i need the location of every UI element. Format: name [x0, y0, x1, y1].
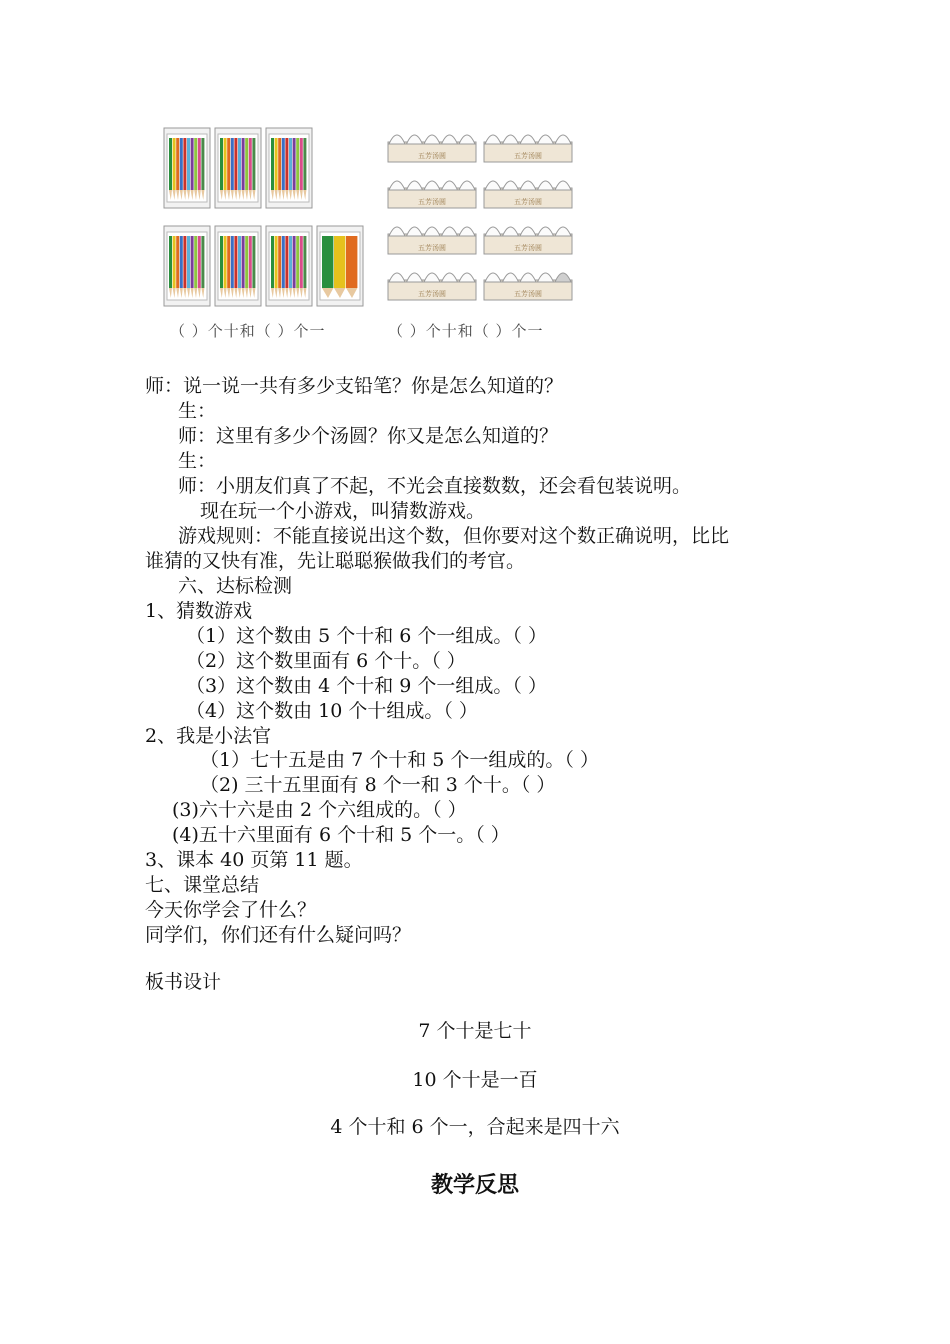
pencil-boxes-illustration: [160, 124, 370, 310]
svg-text:五芳汤圆: 五芳汤圆: [514, 290, 542, 298]
exercise-3: 3、课本 40 页第 11 题。: [145, 849, 363, 871]
exercise-2-item-3: (3)六十六是由 2 个六组成的。（ ）: [172, 799, 467, 821]
pencil-box: [164, 226, 210, 306]
svg-text:五芳汤圆: 五芳汤圆: [514, 152, 542, 160]
summary-question-2: 同学们，你们还有什么疑问吗？: [145, 924, 412, 946]
svg-text:五芳汤圆: 五芳汤圆: [514, 198, 542, 206]
pencil-box: [317, 226, 363, 306]
board-line-3: 4 个十和 6 个一，合起来是四十六: [330, 1116, 620, 1138]
board-line-2: 10 个十是一百: [412, 1069, 538, 1091]
summary-question-1: 今天你学会了什么？: [145, 899, 317, 921]
teacher-question-tangyuan: 师：这里有多少个汤圆？你又是怎么知道的？: [178, 425, 559, 447]
pencil-box: [215, 128, 261, 208]
svg-text:五芳汤圆: 五芳汤圆: [418, 244, 446, 252]
tangyuan-box: [484, 135, 572, 162]
exercise-2-heading: 2、我是小法官: [145, 725, 272, 747]
game-intro: 现在玩一个小游戏，叫猜数游戏。: [200, 500, 486, 522]
exercise-2-item-1: （1）七十五是由 7 个十和 5 个一组成的。（ ）: [200, 749, 599, 771]
reflection-title: 教学反思: [430, 1173, 519, 1198]
tangyuan-box: [388, 227, 476, 254]
exercise-1-item-1: （1）这个数由 5 个十和 6 个一组成。（ ）: [186, 625, 547, 647]
student-answer-1: 生：: [178, 400, 217, 422]
exercise-2-item-2: （2) 三十五里面有 8 个一和 3 个十。（ ）: [200, 774, 556, 796]
exercise-2-item-4: (4)五十六里面有 6 个十和 5 个一。（ ）: [172, 824, 510, 846]
pencil-box: [266, 128, 312, 208]
teacher-praise: 师：小朋友们真了不起，不光会直接数数，还会看包装说明。: [178, 475, 692, 497]
tangyuan-box: [388, 181, 476, 208]
svg-text:五芳汤圆: 五芳汤圆: [514, 244, 542, 252]
svg-text:五芳汤圆: 五芳汤圆: [418, 198, 446, 206]
tangyuan-caption: （ ）个十和（ ）个一: [388, 322, 544, 340]
tangyuan-box: [388, 135, 476, 162]
exercise-1-item-3: （3）这个数由 4 个十和 9 个一组成。（ ）: [186, 675, 547, 697]
pencil-box: [266, 226, 312, 306]
exercise-1-item-4: （4）这个数由 10 个十组成。（ ）: [186, 700, 478, 722]
tangyuan-boxes-illustration: [384, 124, 584, 310]
game-rules-line1: 游戏规则：不能直接说出这个数，但你要对这个数正确说明，比比: [178, 525, 730, 547]
teacher-question-pencils: 师：说一说一共有多少支铅笔？你是怎么知道的？: [145, 375, 564, 397]
exercise-1-heading: 1、猜数游戏: [145, 600, 253, 622]
tangyuan-box: [484, 273, 572, 300]
section-six-heading: 六、达标检测: [178, 575, 293, 597]
board-design-heading: 板书设计: [145, 971, 222, 993]
svg-text:五芳汤圆: 五芳汤圆: [418, 290, 446, 298]
pencil-box: [215, 226, 261, 306]
pencil-box: [164, 128, 210, 208]
exercise-1-item-2: （2）这个数里面有 6 个十。（ ）: [186, 650, 466, 672]
student-answer-2: 生：: [178, 450, 217, 472]
pencil-caption: （ ）个十和（ ）个一: [170, 322, 326, 340]
tangyuan-box: [484, 181, 572, 208]
tangyuan-box: [388, 273, 476, 300]
svg-text:五芳汤圆: 五芳汤圆: [418, 152, 446, 160]
section-seven-heading: 七、课堂总结: [145, 874, 260, 896]
tangyuan-box: [484, 227, 572, 254]
board-line-1: 7 个十是七十: [418, 1020, 532, 1042]
game-rules-line2: 谁猜的又快有准，先让聪聪猴做我们的考官。: [145, 550, 526, 572]
